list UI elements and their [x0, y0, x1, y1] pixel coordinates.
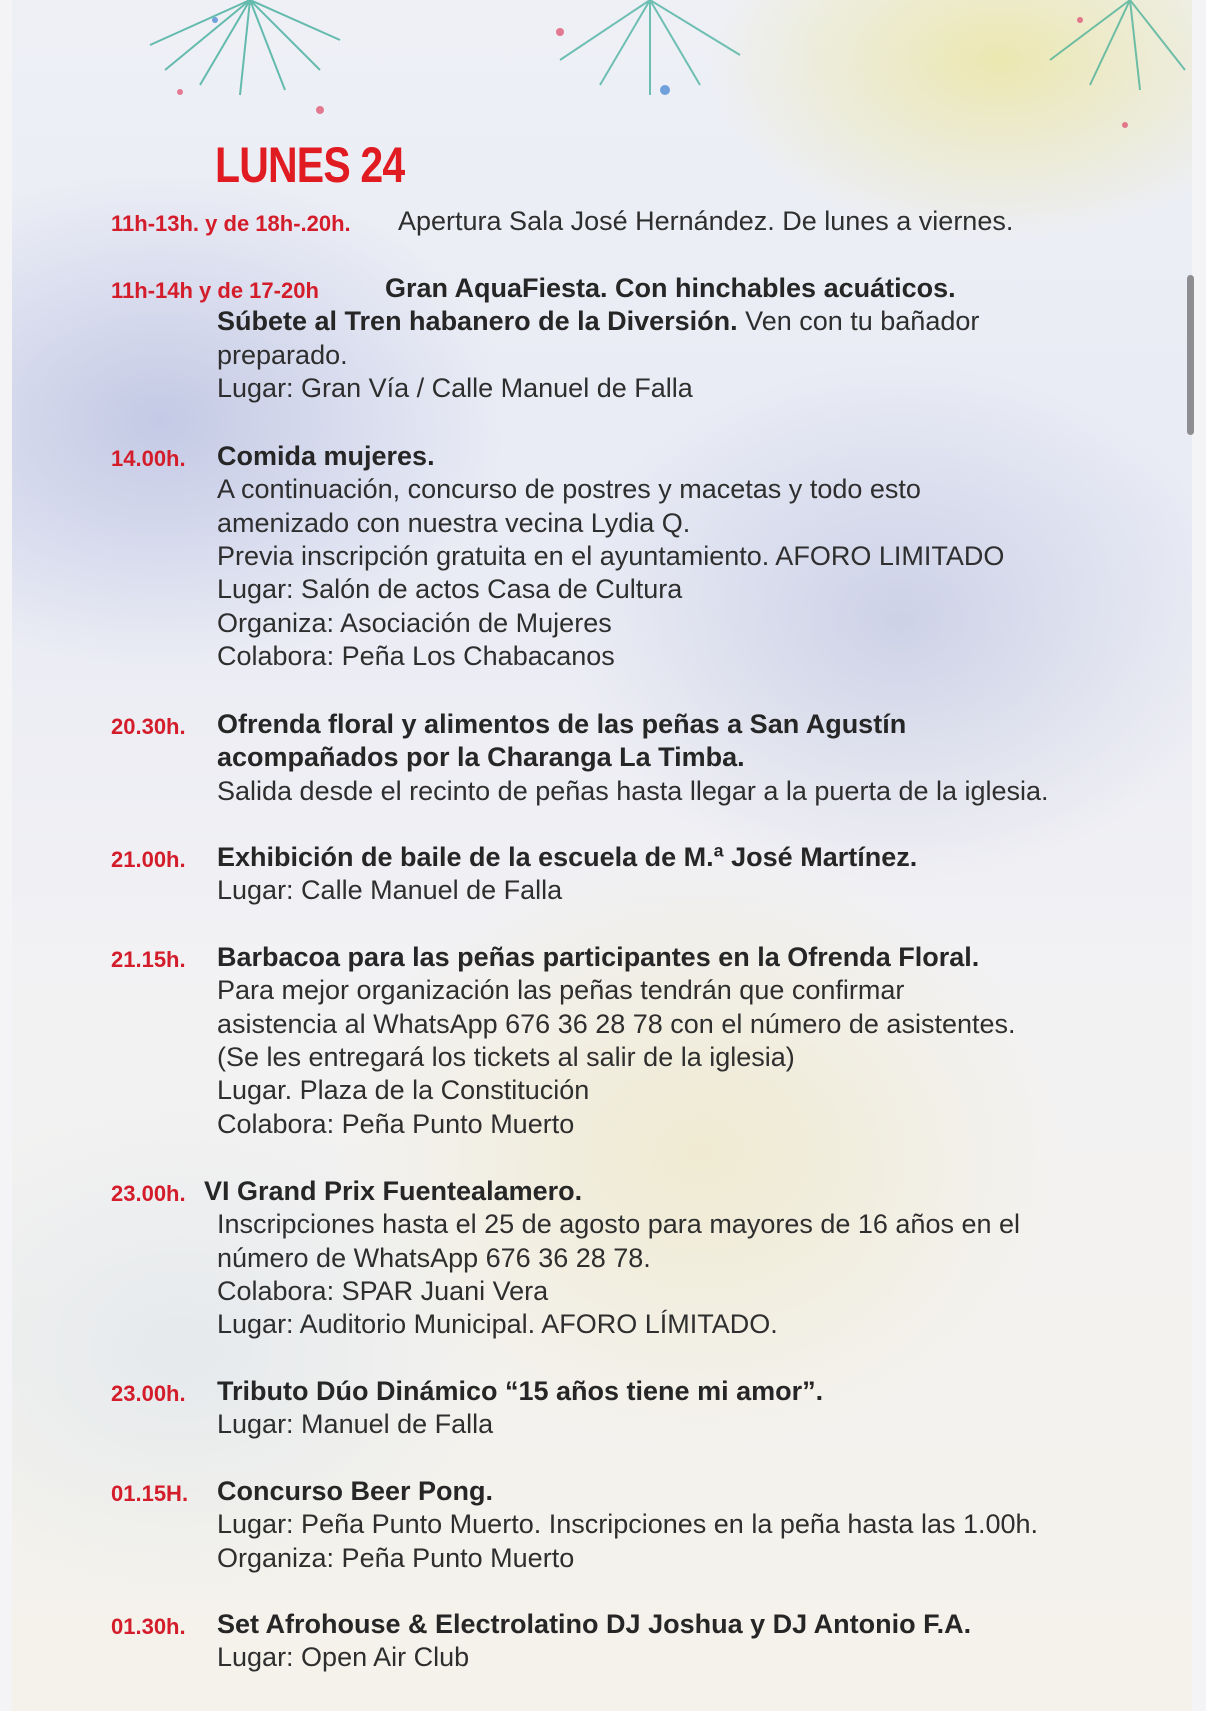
fireworks-decoration	[0, 0, 1206, 140]
firework-center	[560, 0, 740, 95]
event-time: 01.15H.	[111, 1481, 189, 1506]
right-border	[1192, 0, 1206, 1711]
event-detail: asistencia al WhatsApp 676 36 28 78 con el número de asistentes.	[217, 1008, 1016, 1039]
event-time: 23.00h.	[111, 1381, 186, 1406]
event-detail: A continuación, concurso de postres y macetas y todo esto	[217, 474, 921, 505]
event-detail: Lugar. Plaza de la Constitución	[217, 1075, 590, 1106]
event-detail: Lugar: Open Air Club	[217, 1642, 470, 1673]
event-time: 14.00h.	[111, 446, 186, 471]
left-border	[0, 0, 12, 1711]
event-title: Apertura Sala José Hernández. De lunes a viernes.	[398, 206, 1014, 236]
firework-right	[1050, 0, 1185, 90]
event-title: VI Grand Prix Fuentealamero.	[204, 1176, 583, 1206]
confetti-dots	[177, 17, 1128, 140]
event-detail: Previa inscripción gratuita en el ayuntamiento. AFORO LIMITADO	[217, 540, 1005, 571]
event-detail: Lugar: Manuel de Falla	[217, 1409, 494, 1440]
event-detail: Colabora: Peña Punto Muerto	[217, 1108, 575, 1139]
day-title: LUNES 24	[215, 137, 405, 193]
event-title: Barbacoa para las peñas participantes en la Ofrenda Floral.	[217, 942, 980, 972]
scrollbar-thumb[interactable]	[1187, 275, 1194, 435]
event-title: Ofrenda floral y alimentos de las peñas a San Agustín	[217, 709, 907, 739]
event-detail: número de WhatsApp 676 36 28 78.	[217, 1242, 651, 1273]
event-detail: Colabora: Peña Los Chabacanos	[217, 640, 615, 671]
event-time: 23.00h.	[111, 1181, 186, 1206]
event-title: Tributo Dúo Dinámico “15 años tiene mi amor”.	[217, 1376, 824, 1406]
event-detail: acompañados por la Charanga La Timba.	[217, 742, 745, 773]
event-detail: Organiza: Peña Punto Muerto	[217, 1542, 575, 1573]
event-detail: Inscripciones hasta el 25 de agosto para mayores de 16 años en el	[217, 1209, 1021, 1240]
event-detail: Súbete al Tren habanero de la Diversión. Ven con tu bañador	[217, 306, 980, 337]
firework-left	[150, 0, 340, 95]
event-time: 21.15h.	[111, 947, 186, 972]
event-title: Comida mujeres.	[217, 441, 435, 471]
event-detail: Lugar: Calle Manuel de Falla	[217, 875, 563, 906]
event-time: 21.00h.	[111, 847, 186, 872]
event-detail: Para mejor organización las peñas tendrán que confirmar	[217, 975, 905, 1006]
event-detail: Salida desde el recinto de peñas hasta llegar a la puerta de la iglesia.	[217, 775, 1049, 806]
event-detail: amenizado con nuestra vecina Lydia Q.	[217, 507, 691, 538]
event-detail: Lugar: Salón de actos Casa de Cultura	[217, 574, 683, 605]
event-time: 01.30h.	[111, 1614, 186, 1639]
event-detail: Lugar: Peña Punto Muerto. Inscripciones en la peña hasta las 1.00h.	[217, 1509, 1039, 1540]
event-detail: preparado.	[217, 339, 348, 370]
event-detail: Lugar: Gran Vía / Calle Manuel de Falla	[217, 372, 693, 403]
event-title: Concurso Beer Pong.	[217, 1476, 494, 1506]
event-title: Set Afrohouse & Electrolatino DJ Joshua y DJ Antonio F.A.	[217, 1609, 972, 1639]
event-detail: Lugar: Auditorio Municipal. AFORO LÍMITADO.	[217, 1309, 778, 1340]
event-title: Exhibición de baile de la escuela de M.ª José Martínez.	[217, 842, 918, 872]
event-time: 11h-13h. y de 18h-.20h.	[111, 211, 351, 236]
event-detail: Organiza: Asociación de Mujeres	[217, 607, 612, 638]
event-title: Gran AquaFiesta. Con hinchables acuáticos.	[385, 273, 956, 303]
event-detail: Colabora: SPAR Juani Vera	[217, 1275, 549, 1306]
event-time: 20.30h.	[111, 714, 186, 739]
event-detail: (Se les entregará los tickets al salir de la iglesia)	[217, 1041, 795, 1072]
event-time: 11h-14h y de 17-20h	[111, 278, 319, 303]
